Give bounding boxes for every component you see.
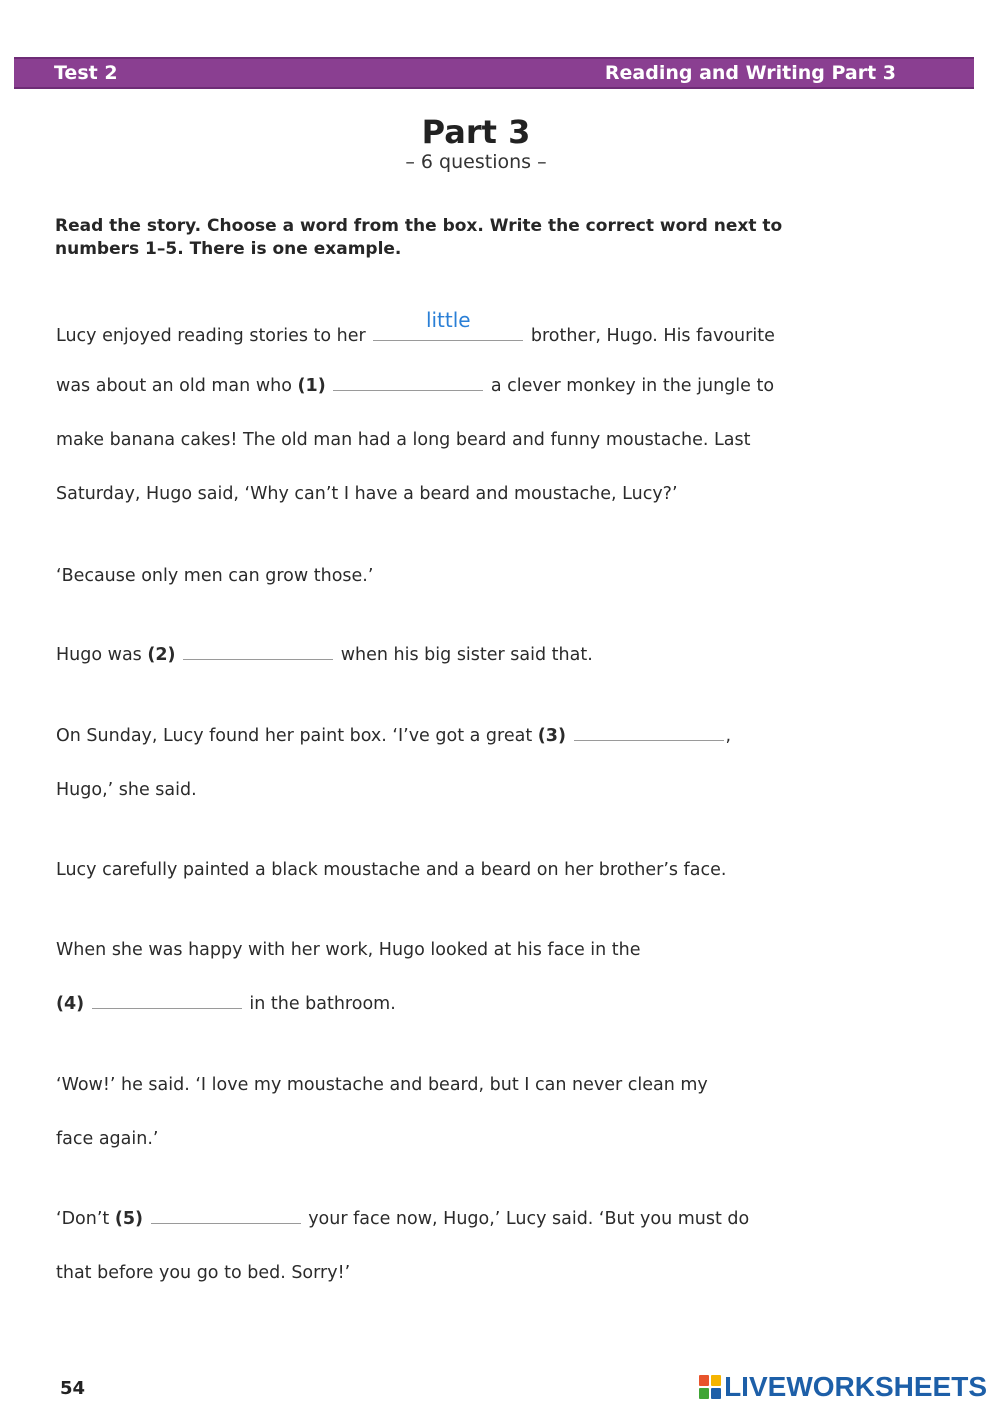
logo-square-3	[699, 1388, 709, 1399]
story-line-7	[56, 726, 731, 746]
story-line-15: that before you go to bed. Sorry!’	[56, 1263, 351, 1283]
story-line-10: When she was happy with her work, Hugo looked at his face in the	[56, 940, 641, 960]
story-line-11	[56, 994, 396, 1014]
question-number-4: (4)	[56, 994, 85, 1014]
story-line-9: Lucy carefully painted a black moustache and a beard on her brother’s face.	[56, 860, 727, 880]
story-line-5: ‘Because only men can grow those.’	[56, 566, 374, 586]
question-number-5: (5)	[114, 1209, 144, 1229]
logo-square-4	[711, 1388, 721, 1399]
story-line-14	[56, 1209, 749, 1229]
story-line-13: face again.’	[56, 1129, 159, 1149]
story-text: a clever monkey in the jungle to	[490, 376, 775, 396]
answer-blank-1[interactable]	[333, 376, 483, 391]
story-text: brother, Hugo. His favourite	[530, 326, 775, 346]
answer-blank-5[interactable]	[151, 1209, 301, 1224]
question-number-1: (1)	[297, 376, 326, 396]
page-number: 54	[60, 1378, 86, 1399]
story-line-2	[56, 376, 774, 396]
story-line-12: ‘Wow!’ he said. ‘I love my moustache and beard, but I can never clean my	[56, 1075, 708, 1095]
story-line-1	[56, 308, 775, 346]
story-line-4: Saturday, Hugo said, ‘Why can’t I have a beard and moustache, Lucy?’	[56, 484, 678, 504]
story-text: was about an old man who	[56, 376, 292, 396]
question-number-2: (2)	[147, 645, 176, 665]
section-label: Reading and Writing Part 3	[604, 62, 896, 84]
logo-square-2	[711, 1375, 721, 1386]
story-line-6	[56, 645, 593, 665]
brand-logo[interactable]	[699, 1371, 987, 1403]
answer-blank-2[interactable]	[183, 645, 333, 660]
story-text: when his big sister said that.	[340, 645, 593, 665]
example-answer: little	[425, 308, 471, 332]
story-text: your face now, Hugo,’ Lucy said. ‘But you must do	[308, 1209, 750, 1229]
test-label: Test 2	[54, 62, 118, 84]
story-text: ‘Don’t	[56, 1209, 110, 1229]
example-answer-blank	[373, 308, 523, 341]
question-number-3: (3)	[537, 726, 566, 746]
brand-name: LIVEWORKSHEETS	[724, 1371, 987, 1402]
story-text: On Sunday, Lucy found her paint box. ‘I’ve got a great	[56, 726, 533, 746]
story-text: Hugo was	[56, 645, 142, 665]
liveworksheets-icon	[699, 1375, 721, 1399]
header-bar	[14, 57, 974, 89]
story-text: in the bathroom.	[249, 994, 396, 1014]
story-line-3: make banana cakes! The old man had a long beard and funny moustache. Last	[56, 430, 751, 450]
instructions: Read the story. Choose a word from the box. Write the correct word next to numbers 1–5. There is one example.	[55, 216, 783, 259]
story-text: Lucy enjoyed reading stories to her	[56, 326, 366, 346]
logo-square-1	[699, 1375, 709, 1386]
story-line-8: Hugo,’ she said.	[56, 780, 197, 800]
page-subtitle: – 6 questions –	[405, 151, 547, 173]
answer-blank-4[interactable]	[92, 994, 242, 1009]
story-text: ,	[725, 726, 732, 746]
page-title: Part 3	[421, 113, 531, 151]
answer-blank-3[interactable]	[574, 726, 724, 741]
